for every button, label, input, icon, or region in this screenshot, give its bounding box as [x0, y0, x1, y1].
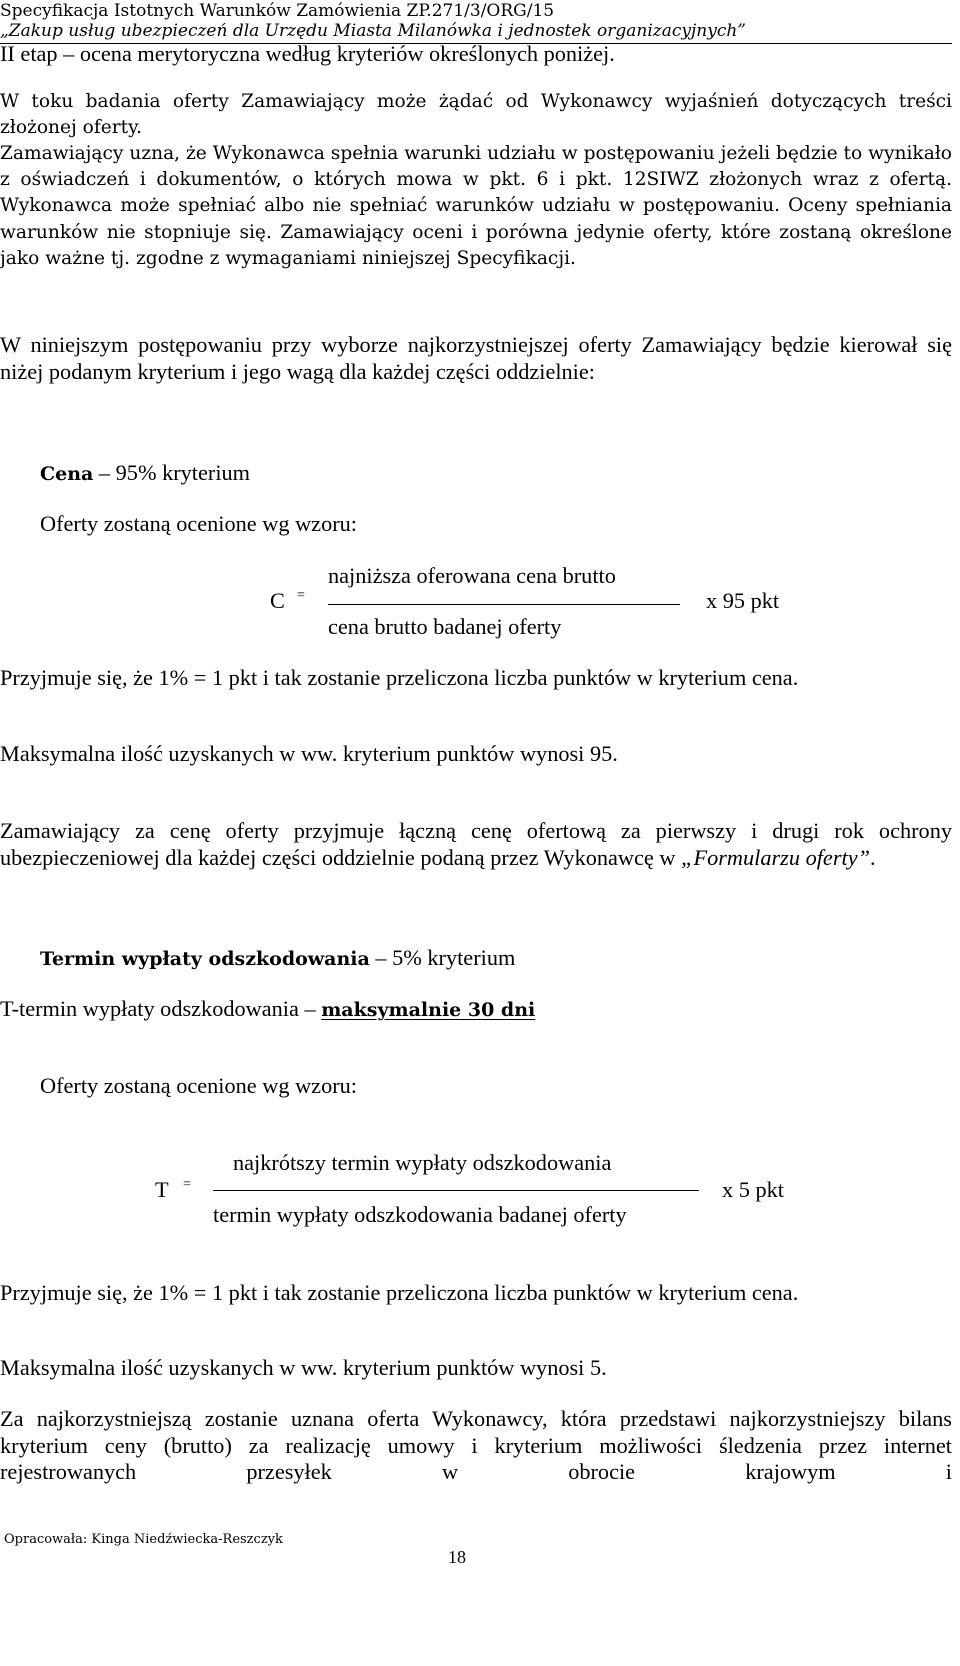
- closing-paragraph: Za najkorzystniejszą zostanie uznana oferta Wykonawcy, która przedstawi najkorzystniejszy bilans kryterium ceny (brutto) za realizację umowy i kryterium możliwości śledzenia przez internet rejestrowanych przesyłek w obrocie krajowym i: [0, 1406, 952, 1485]
- payout-formula-denominator: termin wypłaty odszkodowania badanej oferty: [213, 1202, 627, 1227]
- price-note-end: .: [870, 844, 876, 870]
- payout-formula-multiplier: x 5 pkt: [722, 1177, 784, 1202]
- price-formula-symbol: C: [270, 588, 285, 613]
- page-number: 18: [448, 1547, 466, 1567]
- payout-definition: [0, 996, 535, 1024]
- payout-criterion-name: Termin wypłaty odszkodowania: [40, 948, 370, 970]
- payout-formula-fraction-bar: [213, 1190, 699, 1191]
- stage-heading: II etap – ocena merytoryczna według kryteriów określonych poniżej.: [0, 41, 615, 66]
- price-formula-intro: Oferty zostaną ocenione wg wzoru:: [40, 511, 357, 536]
- price-note: [0, 818, 952, 871]
- price-formula-multiplier: x 95 pkt: [706, 588, 780, 613]
- price-criterion-heading: [40, 460, 250, 488]
- payout-max-days: maksymalnie 30 dni: [321, 999, 536, 1021]
- price-criterion-weight: – 95% kryterium: [98, 460, 251, 485]
- payout-rule: Przyjmuje się, że 1% = 1 pkt i tak zostanie przeliczona liczba punktów w kryterium cena.: [0, 1280, 799, 1305]
- price-rule: Przyjmuje się, że 1% = 1 pkt i tak zostanie przeliczona liczba punktów w kryterium cena.: [0, 665, 799, 690]
- payout-formula-symbol: T: [155, 1177, 169, 1202]
- price-formula-denominator: cena brutto badanej oferty: [328, 614, 562, 639]
- payout-formula-equals: =: [183, 1177, 191, 1192]
- payout-formula-intro: Oferty zostaną ocenione wg wzoru:: [40, 1073, 357, 1098]
- payout-criterion-heading: [40, 945, 515, 973]
- price-max-points: Maksymalna ilość uzyskanych w ww. kryterium punktów wynosi 95.: [0, 741, 618, 766]
- price-formula-equals: =: [297, 588, 305, 603]
- payout-criterion-weight: – 5% kryterium: [375, 945, 516, 970]
- header-subtitle: „Zakup usług ubezpieczeń dla Urzędu Miasta Milanówka i jednostek organizacyjnych”: [0, 21, 746, 41]
- price-formula-fraction-bar: [328, 604, 680, 605]
- price-formula-numerator: najniższa oferowana cena brutto: [328, 563, 616, 588]
- offer-form-reference: „Formularzu oferty”: [681, 844, 870, 870]
- price-criterion-name: Cena: [40, 463, 94, 485]
- payout-formula-numerator: najkrótszy termin wypłaty odszkodowania: [233, 1150, 612, 1175]
- price-note-text: Zamawiający za cenę oferty przyjmuje łączną cenę ofertową za pierwszy i drugi rok ochrony ubezpieczeniowej dla każdej części oddzielnie podaną przez Wykonawcę w: [0, 818, 952, 870]
- payout-definition-text: T-termin wypłaty odszkodowania –: [0, 996, 322, 1021]
- paragraph-clarification: W toku badania oferty Zamawiający może żądać od Wykonawcy wyjaśnień dotyczących treści złożonej oferty.: [0, 91, 952, 139]
- paragraph-criteria-intro: W niniejszym postępowaniu przy wyborze najkorzystniejszej oferty Zamawiający będzie kierował się niżej podanym kryterium i jego wagą dla każdej części oddzielnie:: [0, 332, 952, 384]
- header-title: Specyfikacja Istotnych Warunków Zamówienia ZP.271/3/ORG/15: [0, 1, 555, 21]
- paragraph-conditions: Zamawiający uzna, że Wykonawca spełnia warunki udziału w postępowaniu jeżeli będzie to wynikało z oświadczeń i dokumentów, o których mowa w pkt. 6 i pkt. 12SIWZ złożonych wraz z ofertą. Wykonawca może spełniać albo nie spełniać warunków udziału w postępowaniu. Oceny spełniania warunków nie stopniuje się. Zamawiający oceni i porówna jedynie oferty, które zostaną określone jako ważne tj. zgodne z wymaganiami niniejszej Specyfikacji.: [0, 143, 952, 269]
- footer-author: Opracowała: Kinga Niedźwiecka-Reszczyk: [4, 1532, 283, 1547]
- payout-max-points: Maksymalna ilość uzyskanych w ww. kryterium punktów wynosi 5.: [0, 1355, 607, 1380]
